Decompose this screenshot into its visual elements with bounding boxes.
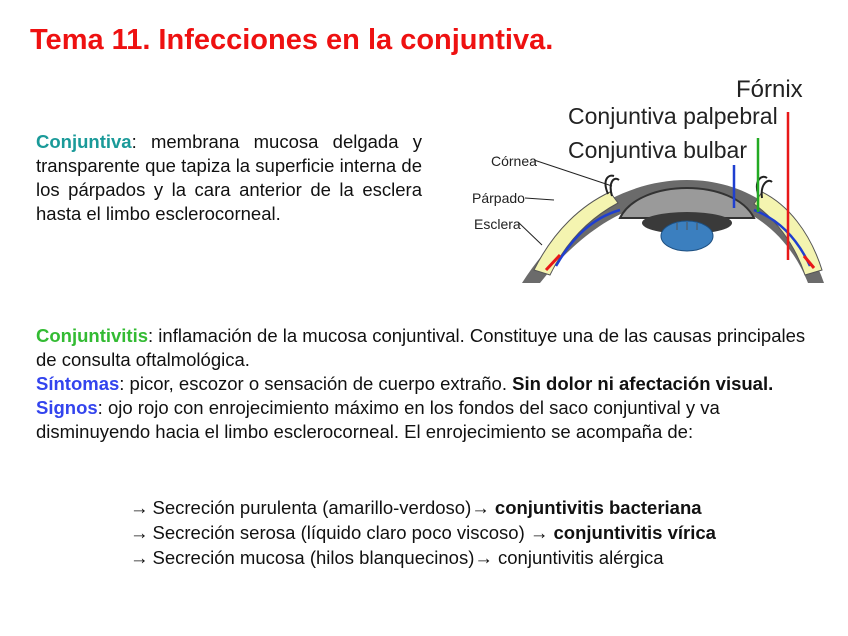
- signos-term: Signos: [36, 397, 98, 418]
- eye-conjunctiva-diagram: [462, 70, 832, 285]
- left-eyelid-shape: [534, 192, 618, 275]
- esclera-pointer: [518, 222, 542, 245]
- secrecion-result: conjuntivitis alérgica: [498, 547, 664, 568]
- conjuntivitis-term: Conjuntivitis: [36, 325, 149, 346]
- palpebral-label: Conjuntiva palpebral: [568, 103, 778, 129]
- page-title: Tema 11. Infecciones en la conjuntiva.: [30, 24, 554, 56]
- conjuntivitis-text: : inflamación de la mucosa conjuntival. Constituye una de las causas principales de consulta oftalmológica.: [36, 325, 806, 370]
- left-eyelashes: [606, 176, 619, 196]
- cornea-pointer: [534, 160, 612, 186]
- conjuntivitis-paragraph: [36, 324, 826, 372]
- secreciones-list: [130, 495, 716, 570]
- esclera-label: Esclera: [474, 216, 521, 232]
- signos-paragraph: [36, 396, 826, 444]
- secrecion-result: conjuntivitis bacteriana: [494, 497, 702, 518]
- secrecion-text: Secreción serosa (líquido claro poco viscoso) →: [152, 522, 554, 543]
- conjuntiva-text: : membrana mucosa delgada y transparente que tapiza la superficie interna de los párpados y la cara anterior de la esclera hasta el limbo esclerocorneal.: [36, 131, 422, 224]
- conjuntiva-term: Conjuntiva: [36, 131, 132, 152]
- signos-text: : ojo rojo con enrojecimiento máximo en los fondos del saco conjuntival y va disminuyendo hacia el limbo esclerocorneal. El enrojecimiento se acompaña de:: [36, 397, 720, 442]
- list-item: [130, 495, 716, 520]
- fornix-label: Fórnix: [736, 76, 803, 103]
- arrow-icon: →: [130, 497, 149, 518]
- list-item: [130, 545, 716, 570]
- sintomas-text: : picor, escozor o sensación de cuerpo extraño.: [119, 373, 513, 394]
- sintomas-bold: Sin dolor ni afectación visual.: [512, 373, 774, 394]
- parpado-pointer: [525, 198, 554, 200]
- arrow-icon: →: [130, 522, 149, 543]
- conjuntiva-definition: [36, 130, 422, 226]
- sintomas-paragraph: [36, 372, 826, 396]
- secrecion-text: Secreción purulenta (amarillo-verdoso)→: [152, 497, 495, 518]
- sintomas-term: Síntomas: [36, 373, 120, 394]
- conjuntivitis-section: [36, 324, 826, 444]
- list-item: [130, 520, 716, 545]
- secrecion-text: Secreción mucosa (hilos blanquecinos)→: [152, 547, 499, 568]
- secrecion-result: conjuntivitis vírica: [553, 522, 716, 543]
- parpado-label: Párpado: [472, 190, 525, 206]
- arrow-icon: →: [130, 547, 149, 568]
- cornea-label: Córnea: [491, 153, 537, 169]
- bulbar-label: Conjuntiva bulbar: [568, 137, 748, 163]
